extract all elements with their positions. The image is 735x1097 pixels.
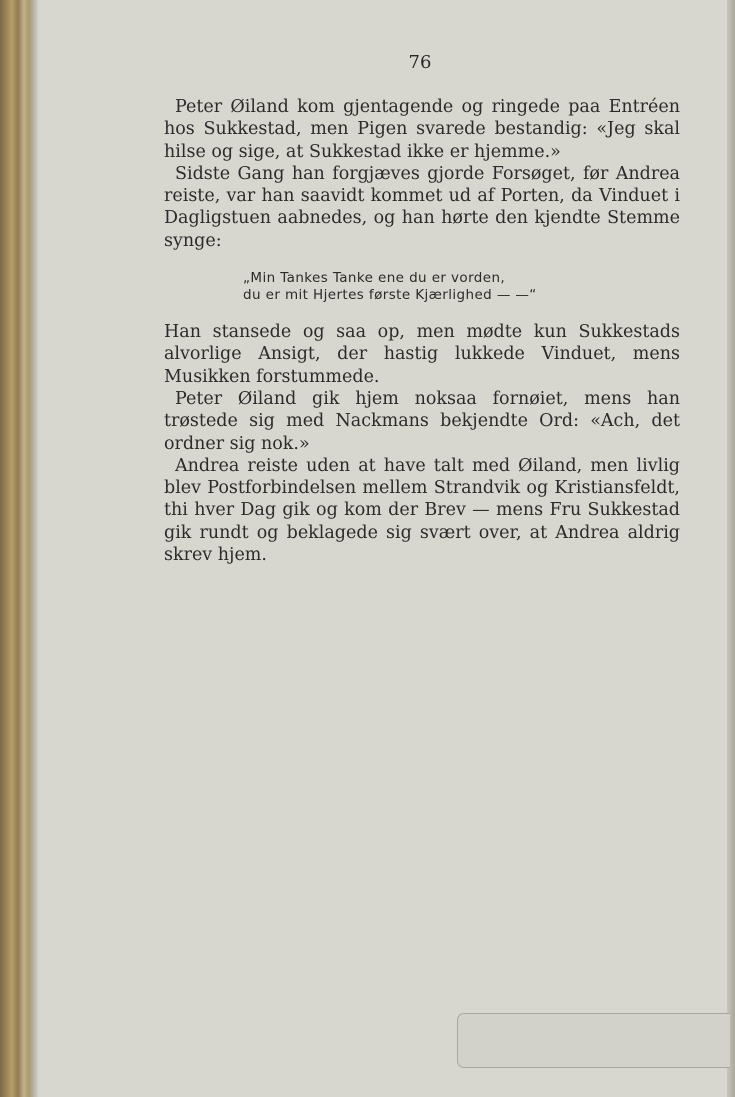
body-text bbox=[164, 96, 680, 566]
paragraph: Peter Øiland gik hjem noksaa fornøiet, mens han trøstede sig med Nackmans bekjendte Ord: «Ach, det ordner sig nok.» bbox=[164, 388, 680, 454]
page-edge bbox=[727, 0, 735, 1097]
book-spine bbox=[0, 0, 34, 1097]
page-number: 76 bbox=[408, 52, 432, 73]
paragraph: Peter Øiland kom gjentagende og ringede paa Entréen hos Sukkestad, men Pigen svarede bestandig: «Jeg skal hilse og sige, at Sukkestad ikke er hjemme.» bbox=[164, 97, 680, 162]
verse-line: du er mit Hjertes første Kjærlighed — —“ bbox=[243, 287, 537, 304]
corner-label-box bbox=[457, 1013, 730, 1068]
verse-quote bbox=[243, 270, 680, 304]
paragraph: Sidste Gang han forgjæves gjorde Forsøget, før Andrea reiste, var han saavidt kommet ud af Porten, da Vinduet i Dagligstuen aabnedes, og han hørte den kjendte Stemme synge: bbox=[164, 163, 680, 251]
paragraph: Andrea reiste uden at have talt med Øiland, men livlig blev Postforbindelsen mellem Strandvik og Kristiansfeldt, thi hver Dag gik og kom der Brev — mens Fru Sukkestad gik rundt og beklagede sig svært over, at Andrea aldrig skrev hjem. bbox=[164, 455, 680, 566]
paragraph: Han stansede og saa op, men mødte kun Sukkestads alvorlige Ansigt, der hastig lukkede Vinduet, mens Musikken forstummede. bbox=[164, 322, 680, 387]
verse-line: „Min Tankes Tanke ene du er vorden, bbox=[243, 270, 506, 287]
